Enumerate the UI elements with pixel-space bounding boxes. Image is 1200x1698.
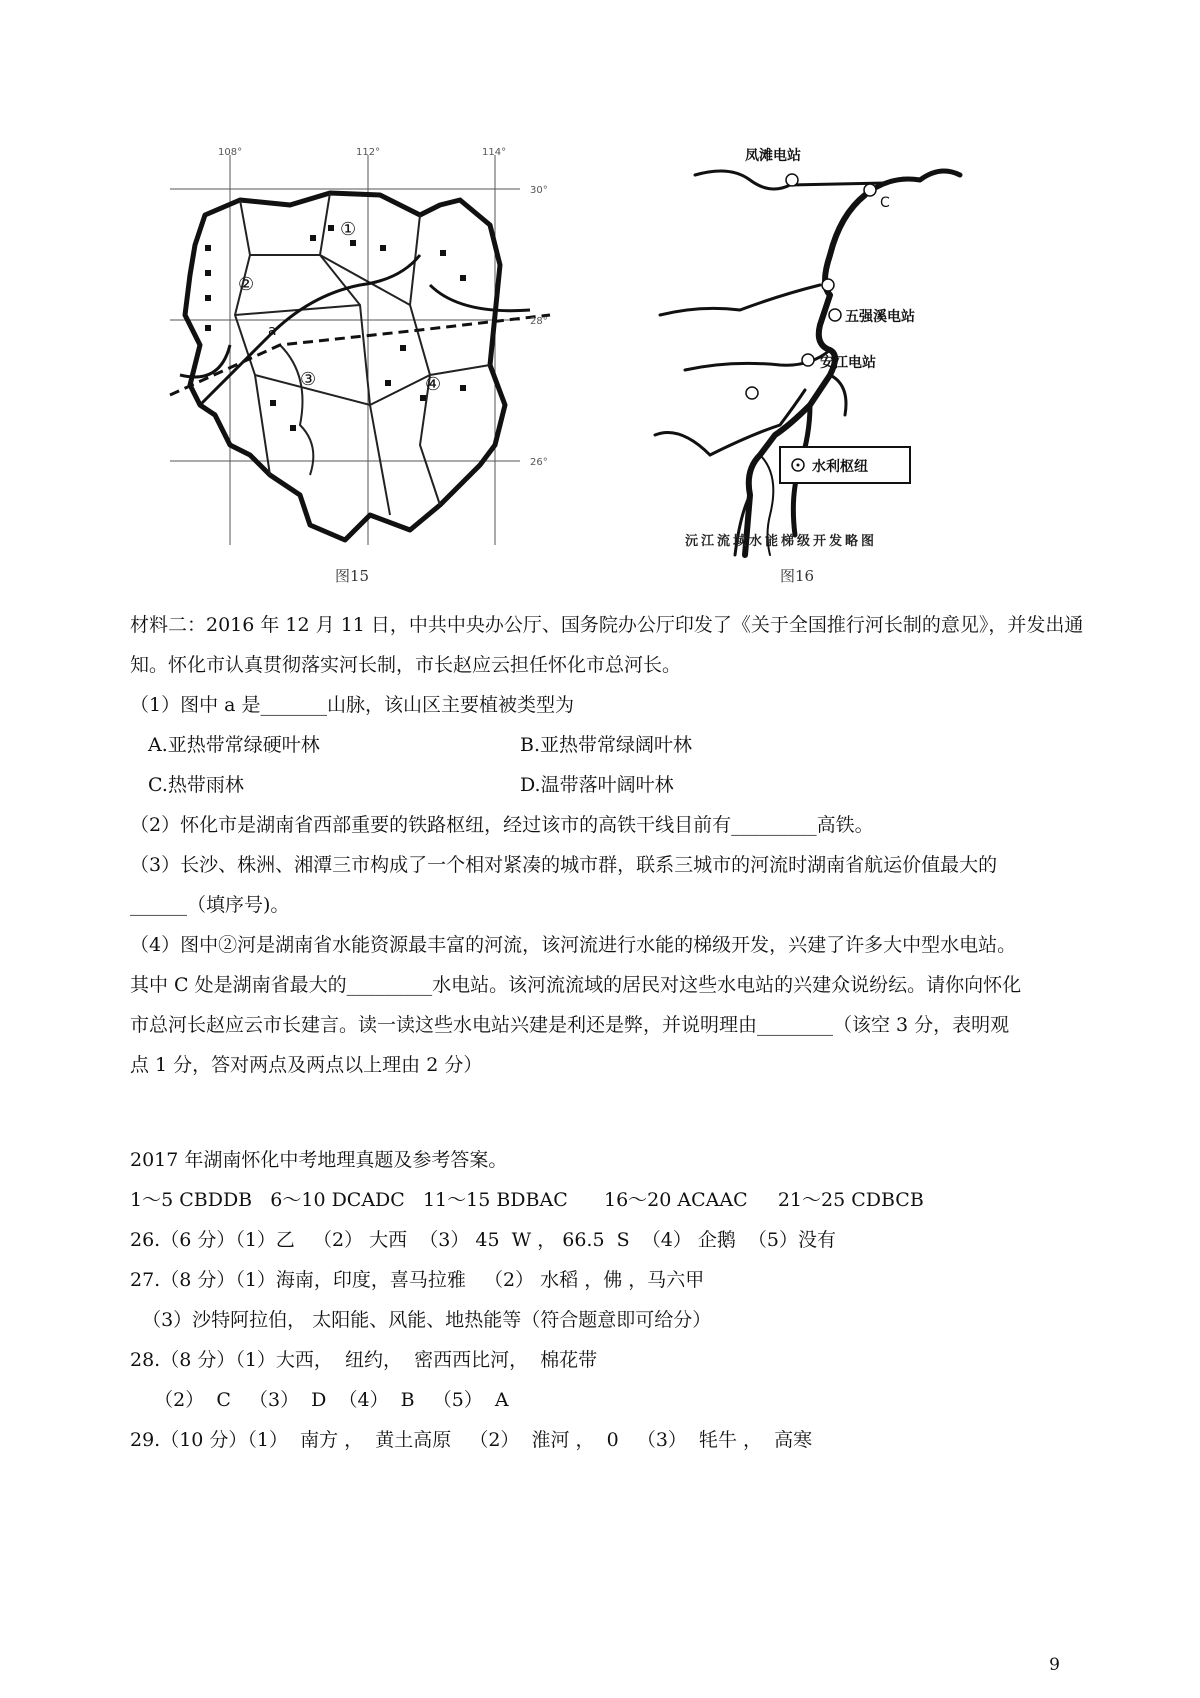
answers-title: 2017 年湖南怀化中考地理真题及参考答案。 [130,1149,508,1171]
question-4-line-1: （4）图中②河是湖南省水能资源最丰富的河流，该河流进行水能的梯级开发，兴建了许多大中型水电站。 [130,934,1017,956]
lat-label-3: 26° [530,457,548,468]
station-wuqiangxi: 五强溪电站 [845,309,915,325]
figure-16-caption: 图16 [780,567,815,585]
question-4-line-4: 点 1 分，答对两点及两点以上理由 2 分） [130,1054,483,1076]
figure-15-map [160,145,560,585]
answer-26: 26.（6 分）（1）乙 （2） 大西 （3） 45 W ， 66.5 S （4） 企鹅 （5）没有 [130,1229,837,1251]
question-2: （2）怀化市是湖南省西部重要的铁路枢纽，经过该市的高铁干线目前有_________高铁。 [130,814,874,836]
option-d: D.温带落叶阔叶林 [520,774,674,796]
figure-15-caption: 图15 [335,567,370,585]
question-1: （1）图中 a 是_______山脉，该山区主要植被类型为 [130,694,574,716]
station-fengtan: 凤滩电站 [745,148,801,164]
page-number: 9 [1049,1655,1060,1675]
question-4-line-3: 市总河长赵应云市长建言。读一读这些水电站兴建是利还是弊，并说明理由________（该空 3 分，表明观 [130,1014,1010,1036]
lon-label-2: 112° [356,147,381,158]
answer-29: 29.（10 分）（1） 南方 ， 黄土高原 （2） 淮河 ， 0 （3） 牦牛 ， 高寒 [130,1429,813,1451]
figure-16-map [640,135,970,585]
answers-multiple-choice: 1～5 CBDDB 6～10 DCADC 11～15 BDBAC 16～20 ACAAC 21～25 CDBCB [130,1189,924,1211]
lat-label-1: 30° [530,185,548,196]
material-2: 材料二：2016 年 12 月 11 日，中共中央办公厅、国务院办公厅印发了《关于全国推行河长制的意见》，并发出通知。怀化市认真贯彻落实河长制，市长赵应云担任怀化市总河长。 [130,614,1084,676]
lon-label-3: 114° [482,147,507,158]
answer-28-line-1: 28.（8 分）（1）大西， 纽约， 密西西比河， 棉花带 [130,1349,598,1371]
question-section [130,605,1120,1085]
map-legend [780,447,910,483]
lat-label-2: 28° [530,316,548,327]
options-row-1 [130,725,1120,765]
question-3-line-2: ______（填序号)。 [130,894,290,916]
lon-label-1: 108° [218,147,243,158]
answer-28-line-2: （2） C （3） D （4） B （5） A [130,1389,509,1411]
options-row-2 [130,765,1120,805]
legend-label: 水利枢纽 [812,459,868,475]
answer-section [130,1140,1120,1460]
answer-27-line-2: （3）沙特阿拉伯， 太阳能、风能、地热能等（符合题意即可给分） [130,1309,712,1331]
option-b: B.亚热带常绿阔叶林 [520,734,693,756]
option-c: C.热带雨林 [148,774,244,796]
mountain-a-label: a [268,323,277,339]
region-4-label: ④ [425,374,442,395]
option-a: A.亚热带常绿硬叶林 [148,734,320,756]
station-anjiang: 安江电站 [820,355,876,371]
region-2-label: ② [238,274,255,295]
region-3-label: ③ [300,369,317,390]
point-c-label: C [880,195,890,211]
figure-16-subtitle: 沅江流域水能梯级开发略图 [685,534,878,549]
question-3-line-1: （3）长沙、株洲、湘潭三市构成了一个相对紧凑的城市群，联系三城市的河流时湖南省航运价值最大的 [130,854,998,876]
answer-27-line-1: 27.（8 分）（1）海南，印度，喜马拉雅 （2） 水稻 ，佛 ，马六甲 [130,1269,705,1291]
question-4-line-2: 其中 C 处是湖南省最大的_________水电站。该河流流域的居民对这些水电站的兴建众说纷纭。请你向怀化 [130,974,1022,996]
region-1-label: ① [340,219,357,240]
